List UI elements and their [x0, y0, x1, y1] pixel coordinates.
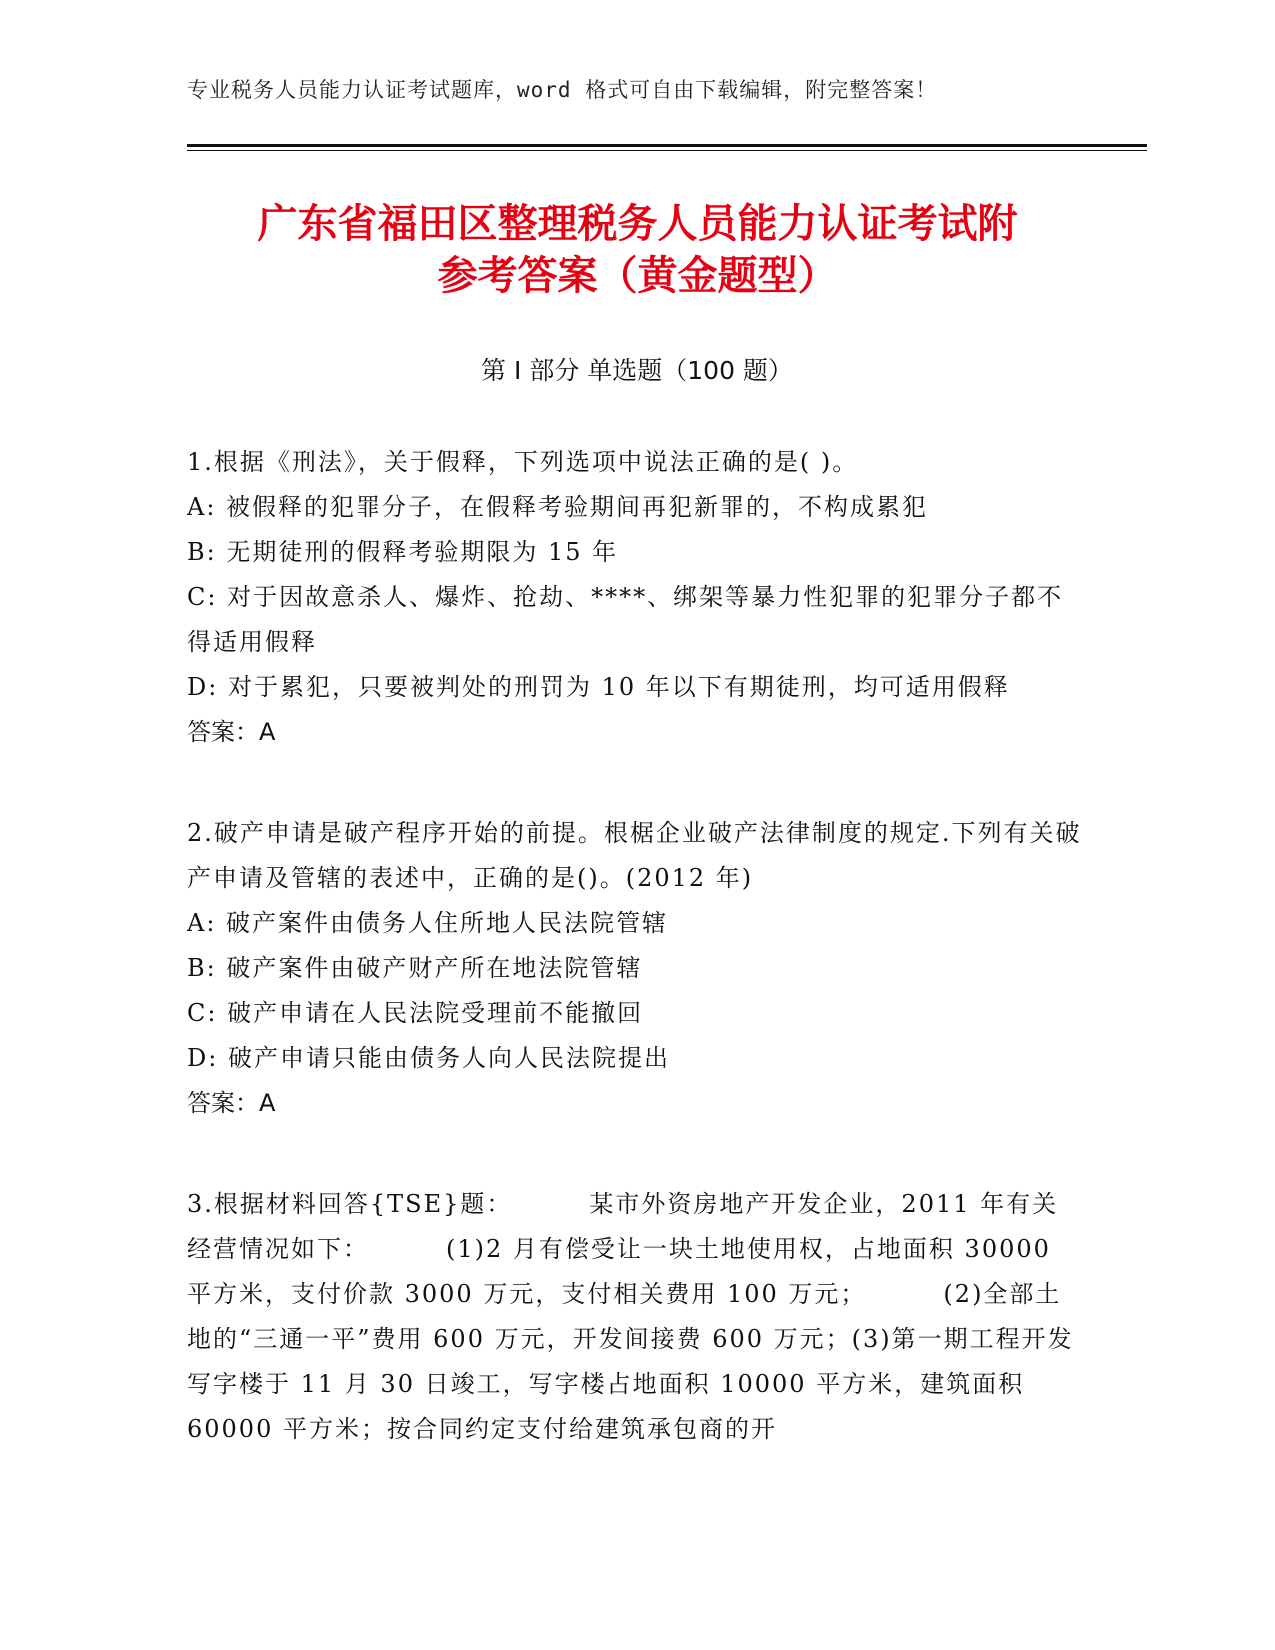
answer-label: 答案：A — [187, 718, 276, 746]
question-text: 3.根据材料回答{TSE}题： 某市外资房地产开发企业，2011 年有关经营情况如下： (1)2 月有偿受让一块土地使用权，占地面积 30000 平方米，支付价款 3000 万元，支付相关费用 100 万元； (2)全部土地的“三通一平”费用 600 万元，开发间接费 600 万元；(3)第一期工程开发写字楼于 11 月 30 日竣工，写字楼占地面积 10000 平方米，建筑面积 60000 平方米；按合同约定支付给建筑承包商的开 — [187, 1190, 1074, 1443]
header-rule-thin — [187, 150, 1147, 151]
document-title-line-2: 参考答案（黄金题型） — [437, 253, 838, 299]
option-c: C: 破产申请在人民法院受理前不能撤回 — [187, 999, 644, 1027]
header-note: 专业税务人员能力认证考试题库，word 格式可自由下载编辑，附完整答案！ — [187, 78, 938, 102]
option-b: B: 无期徒刑的假释考验期限为 15 年 — [187, 538, 619, 566]
question-2 — [187, 811, 1082, 1126]
option-a: A: 被假释的犯罪分子，在假释考验期间再犯新罪的，不构成累犯 — [187, 493, 929, 521]
section-title: 第 I 部分 单选题（100 题） — [481, 356, 793, 385]
option-b: B: 破产案件由破产财产所在地法院管辖 — [187, 954, 643, 982]
header-rule-thick — [187, 144, 1147, 147]
question-list — [187, 440, 1082, 1508]
answer-label: 答案：A — [187, 1089, 276, 1117]
question-text: 2.破产申请是破产程序开始的前提。根椐企业破产法律制度的规定.下列有关破产申请及管辖的表述中，正确的是()。(2012 年) — [187, 819, 1082, 892]
option-a: A: 破产案件由债务人住所地人民法院管辖 — [187, 909, 669, 937]
question-3 — [187, 1182, 1082, 1452]
document-title — [160, 198, 1115, 302]
option-d: D: 对于累犯，只要被判处的刑罚为 10 年以下有期徒刑，均可适用假释 — [187, 673, 1010, 701]
option-c: C: 对于因故意杀人、爆炸、抢劫、****、绑架等暴力性犯罪的犯罪分子都不得适用假释 — [187, 583, 1064, 656]
document-title-line-1: 广东省福田区整理税务人员能力认证考试附 — [257, 201, 1018, 247]
question-text: 1.根据《刑法》，关于假释，下列选项中说法正确的是( )。 — [187, 448, 859, 476]
question-1 — [187, 440, 1082, 755]
option-d: D: 破产申请只能由债务人向人民法院提出 — [187, 1044, 670, 1072]
